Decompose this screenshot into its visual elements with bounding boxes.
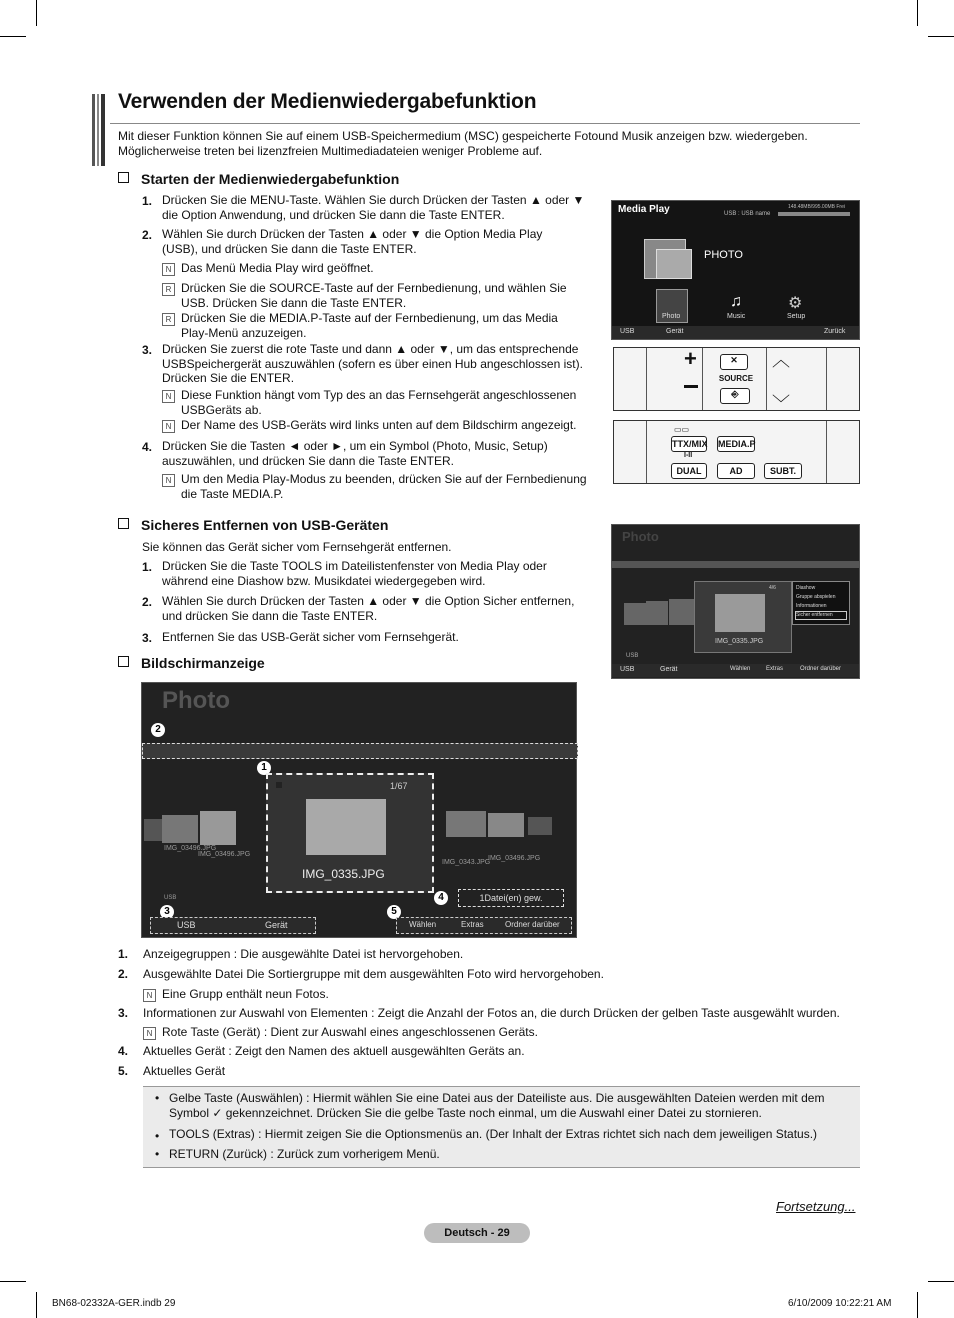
status-bar xyxy=(612,326,859,339)
caption-number: 1. xyxy=(118,947,129,961)
usb-label: USB : USB name xyxy=(724,211,771,217)
source-button[interactable]: ⎆ xyxy=(720,388,750,404)
status-bar xyxy=(612,664,859,677)
caption-text: Informationen zur Auswahl von Elementen : Zeigt die Anzahl der Fotos an, die durch Drücken der gelben Taste ausgewählt wurden. xyxy=(143,1006,840,1020)
device-status: Gerät xyxy=(666,328,684,335)
note-text: Das Menü Media Play wird geöffnet. xyxy=(181,261,374,275)
crop-mark xyxy=(917,1292,918,1318)
file-name: IMG_0335.JPG xyxy=(302,867,385,881)
step-text: Drücken Sie die MENU-Taste. Wählen Sie durch Drücken der Tasten ▲ oder ▼ die Option Anwendung, und drücken Sie dann die Taste ENTER. xyxy=(162,193,585,222)
checkbox-icon xyxy=(118,518,129,529)
section-heading-screen: Bildschirmanzeige xyxy=(118,655,265,671)
crop-mark xyxy=(36,1292,37,1318)
thumbnail[interactable] xyxy=(646,601,668,625)
return-status: Zurück xyxy=(824,328,846,335)
file-name: IMG_0335.JPG xyxy=(715,638,764,645)
title-rule xyxy=(110,123,860,124)
selected-photo xyxy=(306,799,386,855)
remote-control-panel-1 xyxy=(613,346,860,414)
marker-3: 3 xyxy=(160,905,174,919)
thumbnail-label: IMG_03496.JPG xyxy=(488,855,541,862)
step-number: 3. xyxy=(142,343,153,357)
group-bar xyxy=(612,561,859,568)
device-bar xyxy=(150,917,316,934)
section-heading-usb-remove: Sicheres Entfernen von USB-Geräten xyxy=(118,517,388,533)
note-icon: N xyxy=(143,1027,156,1040)
note-text: Diese Funktion hängt vom Typ des an das Fernsehgerät angeschlossenen USBGeräts ab. xyxy=(181,388,577,417)
footer-date: 6/10/2009 10:22:21 AM xyxy=(788,1298,892,1309)
crop-mark xyxy=(928,1281,954,1282)
crop-mark xyxy=(0,1281,26,1282)
source-button-label: SOURCE xyxy=(718,374,754,383)
section-intro: Sie können das Gerät sicher vom Fernsehgerät entfernen. xyxy=(142,540,452,554)
step-text: Entfernen Sie das USB-Gerät sicher vom Fernsehgerät. xyxy=(162,630,459,644)
caption-note: Rote Taste (Gerät) : Dient zur Auswahl eines angeschlossenen Geräts. xyxy=(162,1025,538,1039)
page-number-badge: Deutsch - 29 xyxy=(424,1223,530,1243)
device-status: Gerät xyxy=(265,920,288,930)
marker-5: 5 xyxy=(387,905,401,919)
help-bar xyxy=(396,917,572,934)
crop-mark xyxy=(0,36,26,37)
continued-label: Fortsetzung... xyxy=(776,1199,856,1214)
thumbnail-label: IMG_03496.JPG xyxy=(164,845,217,852)
screen-title: Photo xyxy=(162,687,230,714)
capacity-text: 148.48MB/995.00MB Frei xyxy=(788,204,845,210)
dual-label: I-II xyxy=(684,452,693,459)
bullet: • xyxy=(155,1091,160,1105)
caption-text: Ausgewählte Datei Die Sortiergruppe mit dem ausgewählten Foto wird hervorgehoben. xyxy=(143,967,604,981)
setup-icon-label: Setup xyxy=(787,313,806,320)
screen-title: Photo xyxy=(622,529,659,544)
caption-number: 2. xyxy=(118,967,129,981)
bullet-text: TOOLS (Extras) : Hiermit zeigen Sie die Optionsmenüs an. (Der Inhalt der Extras richtet sich nach dem jeweiligen Status.) xyxy=(169,1127,818,1141)
step-text: Wählen Sie durch Drücken der Tasten ▲ oder ▼ die Option Media Play (USB), und drücken Sie dann die Taste ENTER. xyxy=(162,227,543,256)
checkbox-icon xyxy=(118,172,129,183)
note-text: Der Name des USB-Geräts wird links unten auf dem Bildschirm angezeigt. xyxy=(181,418,577,432)
photo-label: PHOTO xyxy=(704,249,743,261)
bullet-text: Gelbe Taste (Auswählen) : Hiermit wählen Sie eine Datei aus der Dateiliste aus. Die ausgewählten Dateien werden mit dem Symbol ✓ gekennzeichnet. Drücken Sie die gelbe Taste noch einmal, um die Auswahl einer Datei zu stornieren. xyxy=(169,1091,825,1120)
bullet: • xyxy=(155,1129,160,1143)
note-icon: N xyxy=(162,474,175,487)
checkbox-icon xyxy=(118,656,129,667)
selected-photo-frame[interactable] xyxy=(694,581,792,653)
thumbnail[interactable] xyxy=(669,599,695,625)
photo-browser-screenshot xyxy=(141,682,577,938)
dual-button[interactable]: DUAL xyxy=(671,463,707,479)
caption-text: Aktuelles Gerät : Zeigt den Namen des aktuell ausgewählten Geräts an. xyxy=(143,1044,525,1058)
step-number: 1. xyxy=(142,560,153,574)
subt-button[interactable]: SUBT. xyxy=(764,463,802,479)
gear-icon[interactable]: ⚙ xyxy=(788,295,803,312)
note-text: Um den Media Play-Modus zu beenden, drücken Sie auf der Fernbedienung die Taste MEDIA.P. xyxy=(181,472,587,501)
caption-note: Eine Grupp enthält neun Fotos. xyxy=(162,987,329,1001)
select-status: Wählen xyxy=(409,920,437,929)
step-text: Wählen Sie durch Drücken der Tasten ▲ oder ▼ die Option Sicher entfernen, und drücken Sie dann die Taste ENTER. xyxy=(162,594,575,623)
marker-1: 1 xyxy=(257,761,271,775)
thumbnail[interactable] xyxy=(528,817,552,835)
check-icon xyxy=(276,782,282,788)
ttx-icon: ▭▭ xyxy=(674,425,690,434)
music-icon-label: Music xyxy=(727,313,746,320)
note-icon: N xyxy=(162,390,175,403)
select-status: Wählen xyxy=(730,666,751,672)
menu-item-info[interactable]: Informationen xyxy=(796,603,827,609)
ad-button[interactable]: AD xyxy=(717,463,755,479)
caption-text: Anzeigegruppen : Die ausgewählte Datei ist hervorgehoben. xyxy=(143,947,464,961)
thumbnail-label: IMG_03496.JPG xyxy=(198,851,251,858)
caption-text: Aktuelles Gerät xyxy=(143,1064,226,1078)
chevron-up-icon[interactable]: ︿ xyxy=(772,350,790,370)
file-counter: 4/6 xyxy=(769,585,776,591)
step-text: Drücken Sie zuerst die rote Taste und dann ▲ oder ▼, um das entsprechende USBSpeichergerät auszuwählen (sofern es über einen Hub angeschlossen ist). Drücken Sie die ENTER. xyxy=(162,342,583,385)
footer-file: BN68-02332A-GER.indb 29 xyxy=(52,1298,176,1309)
step-number: 4. xyxy=(142,440,153,454)
group-bar[interactable] xyxy=(142,743,578,759)
step-number: 2. xyxy=(142,595,153,609)
photo-icon-label: Photo xyxy=(662,313,681,320)
crop-mark xyxy=(917,0,918,26)
selected-photo xyxy=(715,594,765,632)
photo-tools-screenshot xyxy=(611,524,860,679)
usb-status: USB xyxy=(177,920,196,930)
remote-control-panel-2 xyxy=(613,420,860,484)
ttx-mix-button[interactable]: TTX/MIX xyxy=(671,436,707,452)
usb-label: USB xyxy=(626,653,639,659)
button-legend-box xyxy=(143,1086,860,1168)
tools-status: Extras xyxy=(461,920,484,929)
menu-item-slideshow[interactable]: Diashow xyxy=(796,585,816,591)
usb-label: USB xyxy=(164,895,177,901)
thumbnail[interactable] xyxy=(162,815,198,843)
note-text: Drücken Sie die MEDIA.P-Taste auf der Fernbedienung, um das Media Play-Menü anzuzeigen. xyxy=(181,311,558,340)
mute-button[interactable]: ✕ xyxy=(720,354,748,370)
selected-count-box: 1Datei(en) gew. xyxy=(458,889,564,907)
step-text: Drücken Sie die Taste TOOLS im Dateilistenfenster von Media Play oder während eine Diashow bzw. Musikdatei wiedergegeben wird. xyxy=(162,559,547,588)
crop-mark xyxy=(36,0,37,26)
mediaplay-screenshot xyxy=(611,200,860,340)
plus-icon[interactable]: + xyxy=(684,346,697,371)
thumbnail[interactable] xyxy=(488,813,524,837)
screen-title: Media Play xyxy=(618,204,670,215)
camera-icon xyxy=(656,249,692,279)
step-text: Drücken Sie die Tasten ◄ oder ►, um ein Symbol (Photo, Music, Setup) auszuwählen, und drücken Sie dann die Taste ENTER. xyxy=(162,439,548,468)
step-number: 3. xyxy=(142,631,153,645)
page-title: Verwenden der Medienwiedergabefunktion xyxy=(118,90,537,113)
thumbnail[interactable] xyxy=(624,603,646,625)
music-icon[interactable]: ♫ xyxy=(730,293,742,310)
parent-folder-status: Ordner darüber xyxy=(505,920,560,929)
marker-4: 4 xyxy=(434,891,448,905)
tools-menu xyxy=(792,581,850,625)
chevron-down-icon[interactable]: ﹀ xyxy=(772,394,790,414)
step-number: 2. xyxy=(142,228,153,242)
tools-status: Extras xyxy=(766,666,784,672)
device-status: Gerät xyxy=(660,666,678,673)
capacity-bar xyxy=(778,212,850,216)
bullet: • xyxy=(155,1147,160,1161)
title-sidebar-decoration xyxy=(92,94,106,166)
file-counter: 1/67 xyxy=(390,781,408,791)
thumbnail[interactable] xyxy=(446,811,486,837)
selected-photo-frame[interactable] xyxy=(266,773,434,893)
marker-2: 2 xyxy=(151,723,165,737)
usb-status: USB xyxy=(620,666,635,673)
caption-number: 4. xyxy=(118,1044,129,1058)
caption-number: 3. xyxy=(118,1006,129,1020)
step-number: 1. xyxy=(142,194,153,208)
note-text: Drücken Sie die SOURCE-Taste auf der Fernbedienung, und wählen Sie USB. Drücken Sie dann die Taste ENTER. xyxy=(181,281,567,310)
parent-folder-status: Ordner darüber xyxy=(800,666,842,672)
minus-icon[interactable] xyxy=(684,385,698,388)
caption-number: 5. xyxy=(118,1064,129,1078)
note-icon: N xyxy=(162,420,175,433)
menu-item-safe-remove[interactable]: Sicher entfernen xyxy=(795,611,847,620)
media-p-button[interactable]: MEDIA.P xyxy=(717,436,755,452)
note-icon: N xyxy=(162,263,175,276)
thumbnail-label: IMG_0343.JPG xyxy=(442,859,491,866)
intro-text: Mit dieser Funktion können Sie auf einem USB-Speichermedium (MSC) gespeicherte Fotound Musik anzeigen bzw. wiedergeben. Möglicherweise treten bei lizenzfreien Multimediadateien weniger Probleme auf. xyxy=(118,129,808,158)
crop-mark xyxy=(928,36,954,37)
menu-item-play-group[interactable]: Gruppe abspielen xyxy=(796,594,836,600)
usb-status: USB xyxy=(620,328,635,335)
remote-hint-icon: R xyxy=(162,283,175,296)
bullet-text: RETURN (Zurück) : Zurück zum vorherigem Menü. xyxy=(169,1147,440,1161)
thumbnail[interactable] xyxy=(200,811,236,845)
section-heading-start: Starten der Medienwiedergabefunktion xyxy=(118,171,399,187)
remote-hint-icon: R xyxy=(162,313,175,326)
note-icon: N xyxy=(143,989,156,1002)
